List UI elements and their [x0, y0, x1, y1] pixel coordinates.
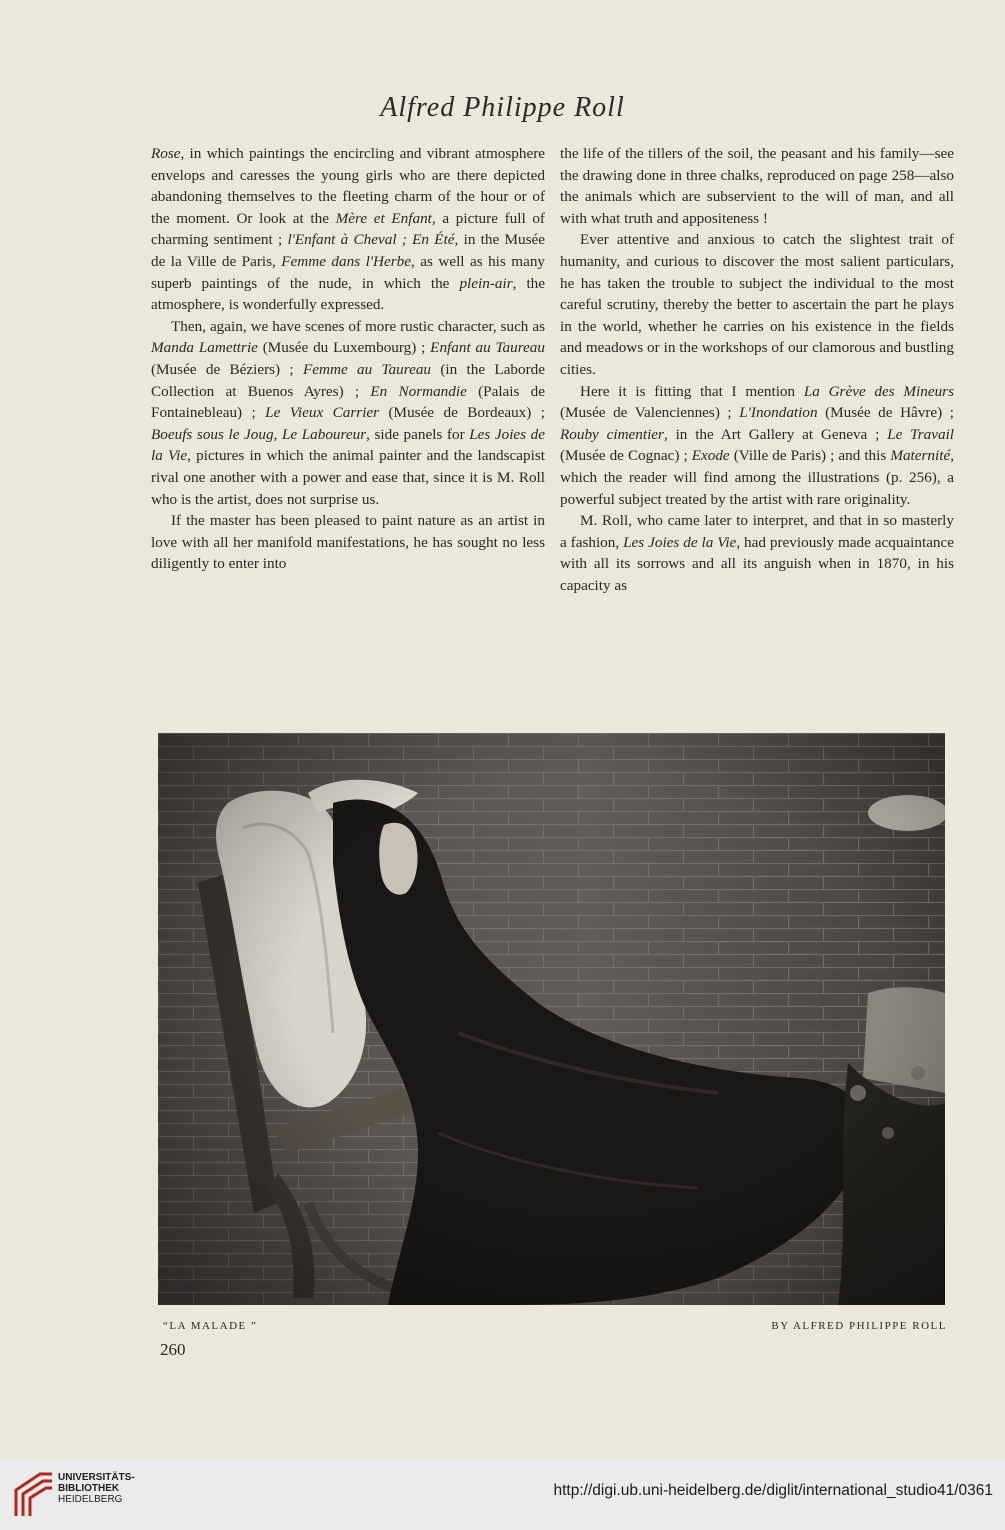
- italic-title: Rose: [151, 145, 181, 162]
- italic-title: l'Enfant à Cheval ; En Été: [287, 231, 455, 249]
- italic-title: Rouby cimentier: [560, 425, 664, 443]
- italic-title: La Grève des Mineurs: [803, 382, 954, 400]
- italic-title: Le Laboureur: [281, 425, 367, 443]
- text-run: , pictures in which the animal painter and the landscapist rival one another with a power and ease that, since it is M. Roll who is the artist, does not surprise us.: [151, 447, 545, 508]
- italic-title: Les Joies de la Vie: [151, 425, 545, 465]
- text-run: If the master has been pleased to paint nature as an artist in love with all her manifold manifestations, he has sought no less diligently to enter into: [151, 512, 545, 573]
- paragraph: [151, 316, 545, 510]
- text-run: , the atmosphere, is wonderfully expressed.: [151, 274, 545, 314]
- italic-title: plein-air: [459, 274, 513, 292]
- library-name: [58, 1472, 135, 1505]
- painting-image: [158, 733, 945, 1305]
- italic-title: Le Travail: [887, 425, 955, 443]
- italic-title: Boeufs sous le Joug: [151, 425, 274, 443]
- italic-title: Exode: [691, 447, 730, 465]
- text-run: , in the Art Gallery at Geneva ;: [663, 425, 888, 443]
- illustration-la-malade: [158, 733, 945, 1305]
- paragraph: [560, 229, 954, 380]
- caption-title: “LA MALADE ”: [163, 1320, 258, 1332]
- text-run: (Palais de Fontainebleau) ;: [151, 382, 545, 422]
- italic-title: Les Joies de la Vie: [623, 533, 737, 551]
- text-run: (Musée de Bordeaux) ;: [379, 404, 545, 422]
- text-run: (Musée du Luxembourg) ;: [257, 339, 431, 357]
- text-run: (Musée de Valenciennes) ;: [560, 404, 740, 422]
- text-run: , in which paintings the encircling and vibrant atmosphere envelops and caresses the young girls who are there depicted abandoning themselves to the fleeting charm of the hour or of the moment. Or look at the: [151, 145, 545, 227]
- text-run: , a picture full of charming sentiment ;: [151, 209, 545, 249]
- italic-title: Femme au Taureau: [302, 360, 432, 378]
- text-run: ,: [273, 425, 282, 443]
- italic-title: Le Vieux Carrier: [265, 404, 380, 422]
- paragraph: [560, 143, 954, 229]
- text-run: Here it is fitting that I mention: [580, 382, 804, 400]
- running-title: Alfred Philippe Roll: [380, 92, 625, 123]
- library-line-3: HEIDELBERG: [58, 1494, 123, 1505]
- left-text-column: [151, 143, 545, 575]
- italic-title: Femme dans l'Herbe: [281, 252, 412, 270]
- text-run: Then, again, we have scenes of more rustic character, such as: [171, 317, 545, 335]
- library-line-2: BIBLIOTHEK: [58, 1483, 120, 1494]
- italic-title: L'Inondation: [739, 404, 818, 422]
- library-line-1: UNIVERSITÄTS-: [58, 1472, 135, 1483]
- text-run: , which the reader will find among the illustrations (p. 256), a powerful subject treated by the artist with rare originality.: [560, 447, 954, 508]
- paragraph: [151, 143, 545, 316]
- paragraph: [151, 510, 545, 575]
- italic-title: Maternité: [890, 447, 951, 465]
- text-run: (Ville de Paris) ; and this: [729, 447, 891, 465]
- text-run: , as well as his many superb paintings of the nude, in which the: [151, 252, 546, 292]
- text-run: (in the Laborde Collection at Buenos Ayres) ;: [151, 360, 546, 400]
- caption-artist: BY ALFRED PHILIPPE ROLL: [771, 1320, 947, 1332]
- footer-bar: [0, 1458, 1005, 1530]
- text-run: , side panels for: [366, 425, 470, 443]
- paragraph: [560, 510, 954, 596]
- text-run: (Musée de Hâvre) ;: [817, 404, 954, 422]
- text-run: M. Roll, who came later to interpret, and that in so masterly a fashion,: [560, 512, 954, 551]
- right-text-column: [560, 143, 954, 596]
- library-logo-icon: [10, 1468, 58, 1520]
- italic-title: Manda Lamettrie: [151, 339, 258, 357]
- text-run: (Musée de Cognac) ;: [560, 447, 692, 465]
- source-url-link[interactable]: http://digi.ub.uni-heidelberg.de/diglit/international_studio41/0361: [553, 1482, 993, 1499]
- text-run: the life of the tillers of the soil, the peasant and his family—see the drawing done in three chalks, reproduced on page 258—also the animals which are subservient to the will of man, and all with what truth and appositeness !: [560, 145, 954, 227]
- text-run: , had previously made acquaintance with all its sorrows and all its anguish when in 1870, in his capacity as: [560, 533, 955, 594]
- text-run: (Musée de Béziers) ;: [151, 360, 303, 378]
- italic-title: Enfant au Taureau: [430, 339, 545, 357]
- text-run: , in the Musée de la Ville de Paris,: [151, 231, 545, 270]
- italic-title: Mère et Enfant: [335, 209, 432, 227]
- paragraph: [560, 381, 954, 511]
- page-number: 260: [160, 1340, 186, 1359]
- italic-title: En Normandie: [370, 382, 467, 400]
- text-run: Ever attentive and anxious to catch the slightest trait of humanity, and curious to discover the most salient particulars, he has taken the trouble to subject the individual to the most careful scrutiny, thereby the better to ascertain the part he plays in the world, whether he carries on his existence in the fields and meadows or in the workshops of our clamorous and bustling cities.: [560, 231, 954, 378]
